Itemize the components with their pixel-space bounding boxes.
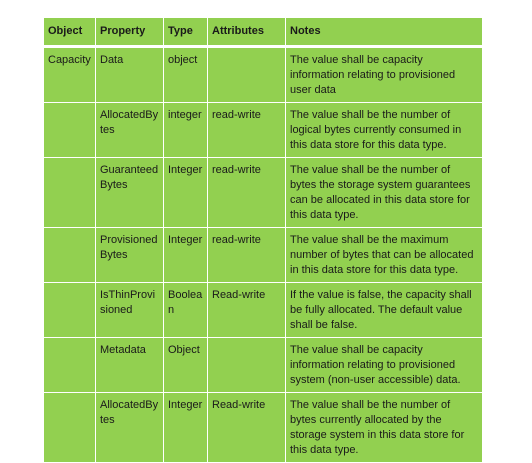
header-object: Object xyxy=(44,18,96,47)
cell-property: GuaranteedBytes xyxy=(96,158,164,228)
cell-notes: If the value is false, the capacity shall be fully allocated. The default value shall be false. xyxy=(286,283,483,338)
cell-object: Capacity xyxy=(44,47,96,103)
cell-attributes xyxy=(208,47,286,103)
cell-property: Data xyxy=(96,47,164,103)
cell-type: Boolean xyxy=(164,283,208,338)
cell-notes: The value shall be the number of logical bytes currently consumed in this data store for this data type. xyxy=(286,103,483,158)
cell-property: Metadata xyxy=(96,338,164,393)
header-type: Type xyxy=(164,18,208,47)
cell-attributes: read-write xyxy=(208,158,286,228)
cell-type: Object xyxy=(164,338,208,393)
cell-type: integer xyxy=(164,103,208,158)
cell-attributes: read-write xyxy=(208,103,286,158)
cell-object xyxy=(44,283,96,338)
cell-type: Integer xyxy=(164,158,208,228)
cell-property: AllocatedBytes xyxy=(96,393,164,463)
cell-type: Integer xyxy=(164,393,208,463)
cell-attributes xyxy=(208,338,286,393)
cell-attributes: Read-write xyxy=(208,283,286,338)
cell-notes: The value shall be capacity information relating to provisioned system (non-user accessible) data. xyxy=(286,338,483,393)
table-row xyxy=(44,338,483,393)
cell-notes: The value shall be the number of bytes currently allocated by the storage system in this data store for this data type. xyxy=(286,393,483,463)
cell-object xyxy=(44,158,96,228)
header-notes: Notes xyxy=(286,18,483,47)
cell-notes: The value shall be capacity information relating to provisioned user data xyxy=(286,47,483,103)
cell-object xyxy=(44,228,96,283)
table-row xyxy=(44,283,483,338)
table-row xyxy=(44,228,483,283)
table-row xyxy=(44,158,483,228)
cell-attributes: read-write xyxy=(208,228,286,283)
cell-object xyxy=(44,338,96,393)
cell-attributes: Read-write xyxy=(208,393,286,463)
cell-property: IsThinProvisioned xyxy=(96,283,164,338)
cell-notes: The value shall be the maximum number of bytes that can be allocated in this data store for this data type. xyxy=(286,228,483,283)
header-attributes: Attributes xyxy=(208,18,286,47)
cell-property: ProvisionedBytes xyxy=(96,228,164,283)
table-header-row xyxy=(44,18,483,47)
cell-notes: The value shall be the number of bytes the storage system guarantees can be allocated in this data store for this data type. xyxy=(286,158,483,228)
cell-object xyxy=(44,103,96,158)
cell-object xyxy=(44,393,96,463)
property-table xyxy=(43,17,483,463)
table-row xyxy=(44,103,483,158)
table-row xyxy=(44,393,483,463)
cell-type: object xyxy=(164,47,208,103)
table-row xyxy=(44,47,483,103)
header-property: Property xyxy=(96,18,164,47)
cell-type: Integer xyxy=(164,228,208,283)
cell-property: AllocatedBytes xyxy=(96,103,164,158)
